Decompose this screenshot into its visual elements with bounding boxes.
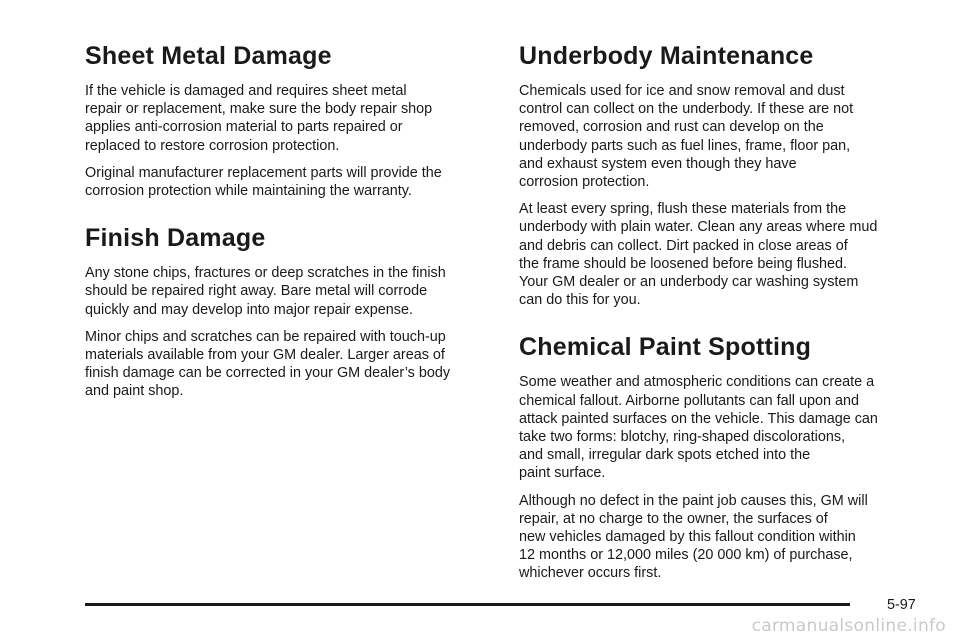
paragraph: Although no defect in the paint job causes this, GM will repair, at no charge to the owner, the surfaces of new vehicles damaged by this fallout condition within 12 months or 12,000 miles (20 000 km) of purchase, whichever occurs first.: [519, 492, 868, 582]
paragraph: Chemicals used for ice and snow removal and dust control can collect on the underbody. If these are not removed, corrosion and rust can develop on the underbody parts such as fuel lines, frame, floor pan, and exhaust system even though they have corrosion protection.: [519, 83, 854, 191]
section-underbody-maintenance: [519, 40, 934, 309]
section-heading: Underbody Maintenance: [519, 42, 814, 70]
section-sheet-metal-damage: [85, 40, 495, 200]
right-column: [519, 40, 934, 605]
footer-rule: [85, 603, 850, 606]
paragraph: If the vehicle is damaged and requires sheet metal repair or replacement, make sure the body repair shop applies anti-corrosion material to parts repaired or replaced to restore corrosion protection.: [85, 83, 433, 154]
paragraph: Some weather and atmospheric conditions can create a chemical fallout. Airborne pollutants can fall upon and attack painted surfaces on the vehicle. This damage can take two forms: blotchy, ring-shaped discolorations, and small, irregular dark spots etched into the paint surface.: [519, 374, 878, 482]
section-heading: Chemical Paint Spotting: [519, 333, 812, 362]
paragraph: Minor chips and scratches can be repaired with touch-up materials available from your GM dealer. Larger areas of finish damage can be corrected in your GM dealer’s body and paint shop.: [85, 328, 451, 400]
paragraph: Original manufacturer replacement parts will provide the corrosion protection while maintaining the warranty.: [85, 164, 442, 200]
paragraph: At least every spring, flush these materials from the underbody with plain water. Clean any areas where mud and debris can collect. Dirt packed in close areas of the frame should be loosened before being flushed. Your GM dealer or an underbody car washing system can do this for you.: [519, 201, 878, 309]
section-heading: Sheet Metal Damage: [85, 42, 332, 70]
watermark: carmanualsonline.info: [751, 616, 946, 636]
section-heading: Finish Damage: [85, 224, 266, 253]
left-column: [85, 40, 495, 423]
section-chemical-paint-spotting: [519, 331, 934, 582]
paragraph: Any stone chips, fractures or deep scratches in the finish should be repaired right away. Bare metal will corrode quickly and may develop into major repair expense.: [85, 265, 446, 318]
section-finish-damage: [85, 222, 495, 400]
page-number: 5-97: [887, 597, 916, 613]
